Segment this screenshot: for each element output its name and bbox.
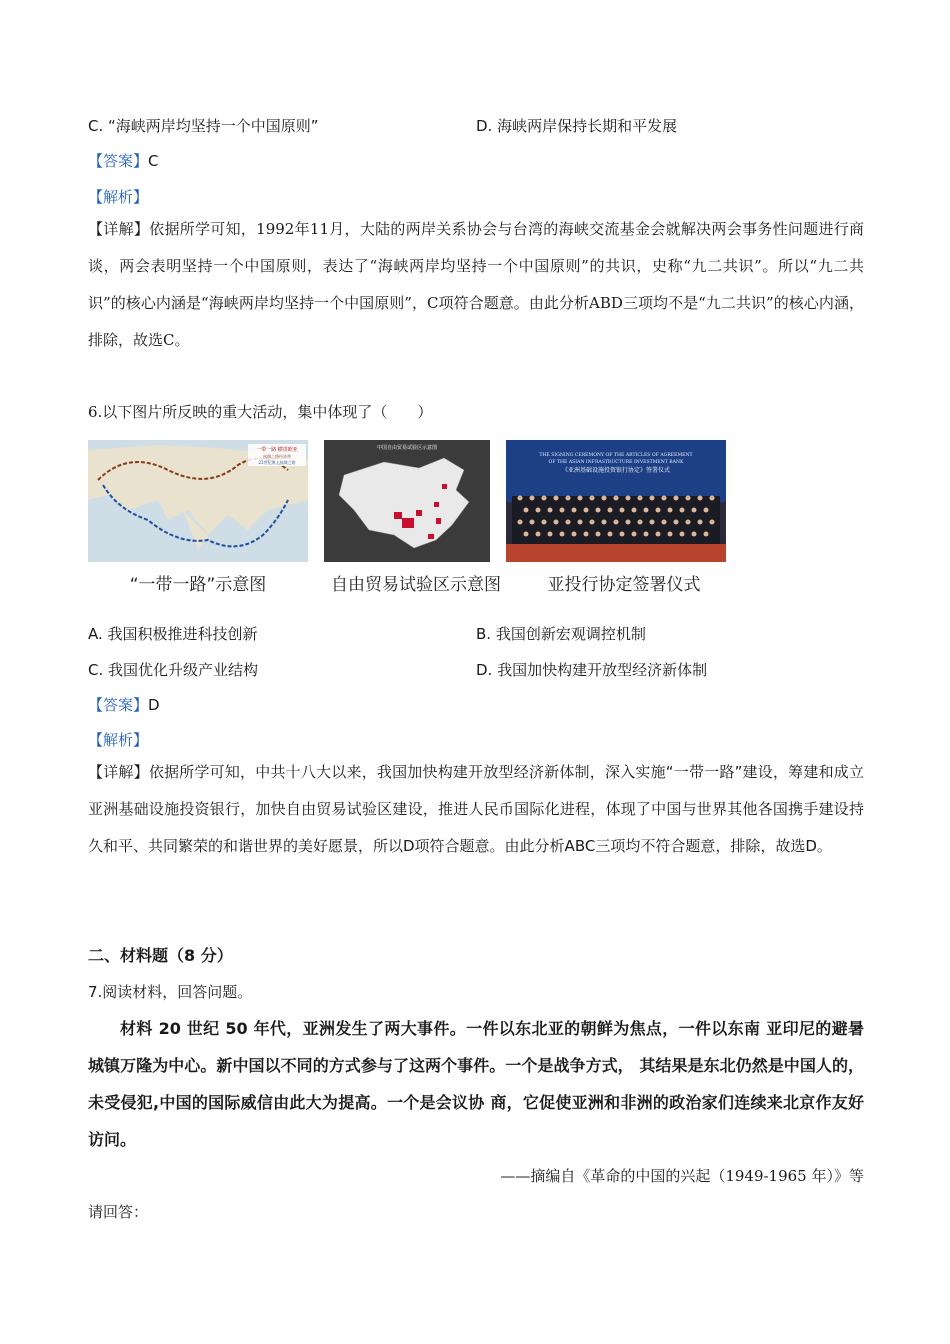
q7-material: 材料 20 世纪 50 年代，亚洲发生了两大事件。一件以东北亚的朝鲜为焦点，一件以东南 亚印尼的避暑城镇万隆为中心。新中国以不同的方式参与了这两个事件。一个是战争方式， 其结果是东北仍然是中国人的，未受侵犯,中国的国际威信由此大为提高。一个是会议协 商，它促使亚洲和非洲的政治家们连续来北京作友好访问。 [88,1019,864,1149]
detail-label: 【详解】 [88,763,149,781]
caption-belt-road: “一带一路”示意图 [129,575,267,595]
belt-road-map-graphic [88,440,308,562]
q5-option-c: C. “海峡两岸均坚持一个中国原则” [88,117,319,135]
aiib-banner-line3: 《亚洲基础设施投资银行协定》签署仪式 [561,467,671,474]
map-legend-road: 21世纪海上丝绸之路 [258,460,296,465]
map-legend-belt: 丝绸之路经济带 [263,454,291,459]
q7-prompt: 请回答： [88,1203,149,1221]
answer-value: C [148,152,159,170]
aiib-ceremony-photo [506,440,726,562]
q6-option-c: C. 我国优化升级产业结构 [88,661,259,679]
q5-option-d: D. 海峡两岸保持长期和平发展 [476,117,678,135]
ftz-map-image [324,440,490,562]
q5-detail [88,211,864,359]
aiib-banner-line1: THE SIGNING CEREMONY OF THE ARTICLES OF AGREEMENT [539,453,693,458]
map-legend-title: 一带一路 横贯欧亚 [256,447,298,453]
ftz-map-graphic [324,440,490,562]
answer-label: 【答案】 [88,696,149,714]
q6-option-b: B. 我国创新宏观调控机制 [476,625,646,643]
caption-ftz: 自由贸易试验区示意图 [331,575,501,595]
ftz-map-title: 中国自由贸易试验区示意图 [376,445,438,451]
answer-value: D [148,696,160,714]
q7-source: ——摘编自《革命的中国的兴起（1949-1965 年）》等 [500,1167,864,1185]
q5-answer [88,151,159,171]
q6-analysis-label: 【解析】 [88,731,149,749]
detail-text: 依据所学可知，1992年11月，大陆的两岸关系协会与台湾的海峡交流基金会就解决两会事务性问题进行商谈，两会表明坚持一个中国原则，表达了“海峡两岸均坚持一个中国原则”的共识，史称“九二共识”。所以“九二共识”的核心内涵是“海峡两岸均坚持一个中国原则”，C项符合题意。由此分析ABD三项均不是“九二共识”的核心内涵，排除，故选C。 [88,220,864,349]
q7-stem: 7.阅读材料，回答问题。 [88,983,253,1001]
q5-analysis-label: 【解析】 [88,188,149,206]
answer-label: 【答案】 [88,152,149,170]
section-heading: 二、材料题（8 分） [88,946,233,965]
q6-stem: 6.以下图片所反映的重大活动，集中体现了（ ） [88,403,433,421]
q6-option-d: D. 我国加快构建开放型经济新体制 [476,661,708,679]
q6-option-a: A. 我国积极推进科技创新 [88,625,258,643]
belt-road-map-image [88,440,308,562]
aiib-ceremony-graphic [506,440,726,562]
q6-detail [88,754,864,865]
q6-answer [88,695,160,715]
detail-label: 【详解】 [88,220,150,238]
detail-text: 依据所学可知，中共十八大以来，我国加快构建开放型经济新体制，深入实施“一带一路”建设，筹建和成立亚洲基础设施投资银行，加快自由贸易试验区建设，推进人民币国际化进程，体现了中国与世界其他各国携手建设持久和平、共同繁荣的和谐世界的美好愿景，所以D项符合题意。由此分析ABC三项均不符合题意，排除，故选D。 [88,763,864,855]
caption-aiib: 亚投行协定签署仪式 [547,575,701,595]
aiib-banner-line2: OF THE ASIAN INFRASTRUCTURE INVESTMENT BANK [548,460,684,465]
